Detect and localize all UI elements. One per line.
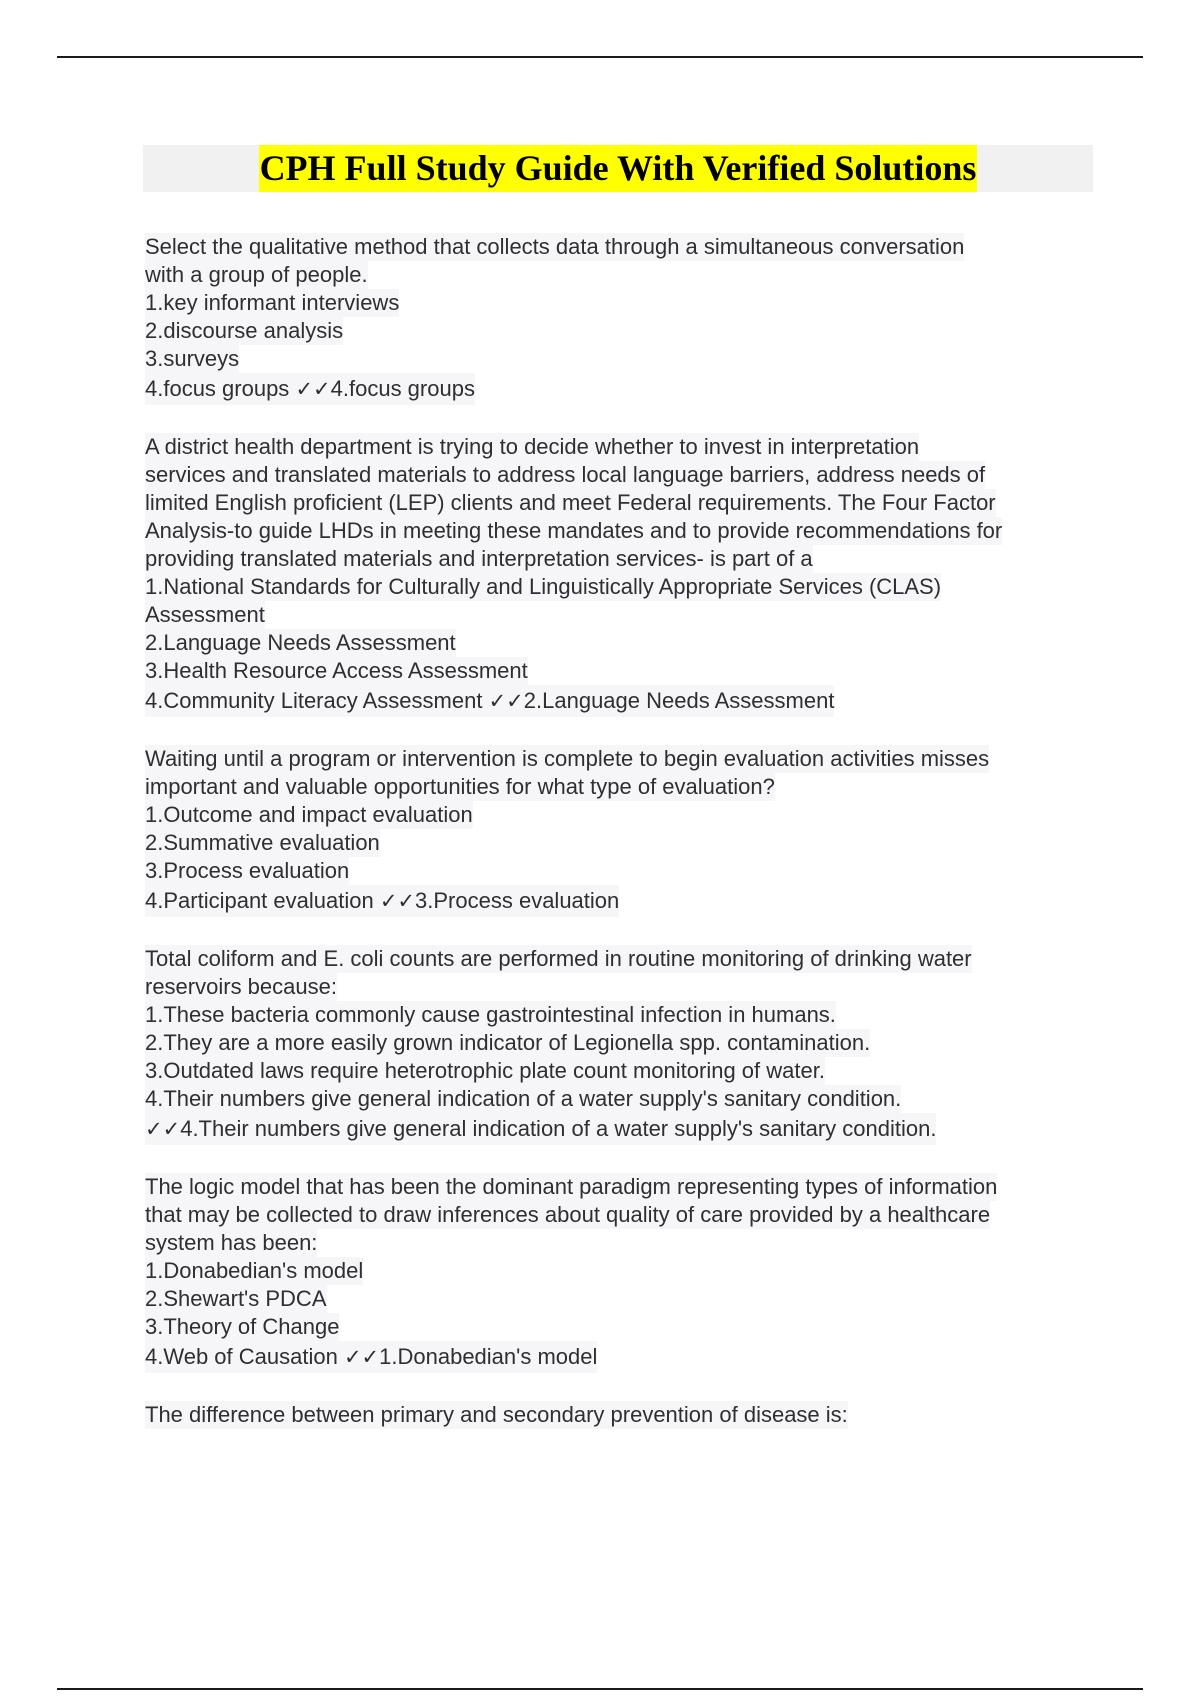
answer-line (145, 885, 619, 917)
question-text: Waiting until a program or intervention is complete to begin evaluation activities misses (145, 746, 990, 771)
verified-answer: 4.Their numbers give general indication of a water supply's sanitary condition. (180, 1116, 937, 1141)
question-line: 2.Summative evaluation (145, 830, 380, 855)
answer-line (145, 1341, 597, 1373)
document-title: CPH Full Study Guide With Verified Solutions (259, 145, 978, 192)
question-text: The difference between primary and secondary prevention of disease is: (145, 1402, 848, 1427)
verified-answer: 3.Process evaluation (415, 888, 620, 913)
last-option: 4.Web of Causation (145, 1344, 344, 1369)
last-option: 4.Community Literacy Assessment (145, 688, 489, 713)
bottom-rule (57, 1688, 1143, 1690)
question-line: 1.Outcome and impact evaluation (145, 802, 473, 827)
question-line: 1.key informant interviews (145, 290, 400, 315)
double-check-icon: ✓✓ (343, 1345, 380, 1369)
question-block (145, 745, 1095, 917)
question-line: reservoirs because: (145, 974, 337, 999)
top-rule (57, 56, 1143, 58)
answer-line (145, 373, 475, 405)
question-text: Select the qualitative method that collects data through a simultaneous conversation (145, 234, 965, 259)
question-line: 3.Outdated laws require heterotrophic plate count monitoring of water. (145, 1058, 825, 1083)
question-line: 3.Theory of Change (145, 1314, 340, 1339)
question-line: 2.They are a more easily grown indicator of Legionella spp. contamination. (145, 1030, 871, 1055)
verified-answer: 1.Donabedian's model (379, 1344, 598, 1369)
question-line: that may be collected to draw inferences about quality of care provided by a healthcare (145, 1202, 991, 1227)
question-line: Assessment (145, 602, 265, 627)
question-line: 1.National Standards for Culturally and Linguistically Appropriate Services (CLAS) (145, 574, 942, 599)
double-check-icon: ✓✓ (488, 689, 524, 713)
question-line: Analysis-to guide LHDs in meeting these mandates and to provide recommendations for (145, 518, 1003, 543)
double-check-icon: ✓✓ (145, 1117, 181, 1141)
answer-line (145, 685, 834, 717)
verified-answer: 2.Language Needs Assessment (523, 688, 835, 713)
title-band (143, 145, 1093, 192)
question-block (145, 1401, 1095, 1429)
question-line: important and valuable opportunities for what type of evaluation? (145, 774, 775, 799)
question-line: 3.Process evaluation (145, 858, 350, 883)
last-option: 4.Participant evaluation (145, 888, 380, 913)
question-text: The logic model that has been the dominant paradigm representing types of information (145, 1174, 998, 1199)
double-check-icon: ✓✓ (379, 889, 416, 913)
question-block (145, 233, 1095, 405)
question-block (145, 945, 1095, 1145)
question-line: 3.surveys (145, 346, 240, 371)
question-line: system has been: (145, 1230, 318, 1255)
question-line: limited English proficient (LEP) clients and meet Federal requirements. The Four Factor (145, 490, 996, 515)
question-line: 2.Language Needs Assessment (145, 630, 456, 655)
question-line: 1.These bacteria commonly cause gastrointestinal infection in humans. (145, 1002, 836, 1027)
question-line: providing translated materials and interpretation services- is part of a (145, 546, 813, 571)
answer-line (145, 1113, 936, 1145)
question-line: 4.Their numbers give general indication of a water supply's sanitary condition. (145, 1086, 902, 1111)
question-line: services and translated materials to address local language barriers, address needs of (145, 462, 986, 487)
last-option: 4.focus groups (145, 376, 296, 401)
question-line: 2.discourse analysis (145, 318, 344, 343)
question-text: Total coliform and E. coli counts are performed in routine monitoring of drinking water (145, 946, 972, 971)
question-text: A district health department is trying to decide whether to invest in interpretation (145, 434, 920, 459)
double-check-icon: ✓✓ (295, 377, 331, 401)
question-line: 2.Shewart's PDCA (145, 1286, 327, 1311)
question-list (145, 233, 1095, 1457)
question-block (145, 1173, 1095, 1373)
question-line: 3.Health Resource Access Assessment (145, 658, 528, 683)
question-line: with a group of people. (145, 262, 368, 287)
question-block (145, 433, 1095, 717)
verified-answer: 4.focus groups (330, 376, 475, 401)
question-line: 1.Donabedian's model (145, 1258, 364, 1283)
